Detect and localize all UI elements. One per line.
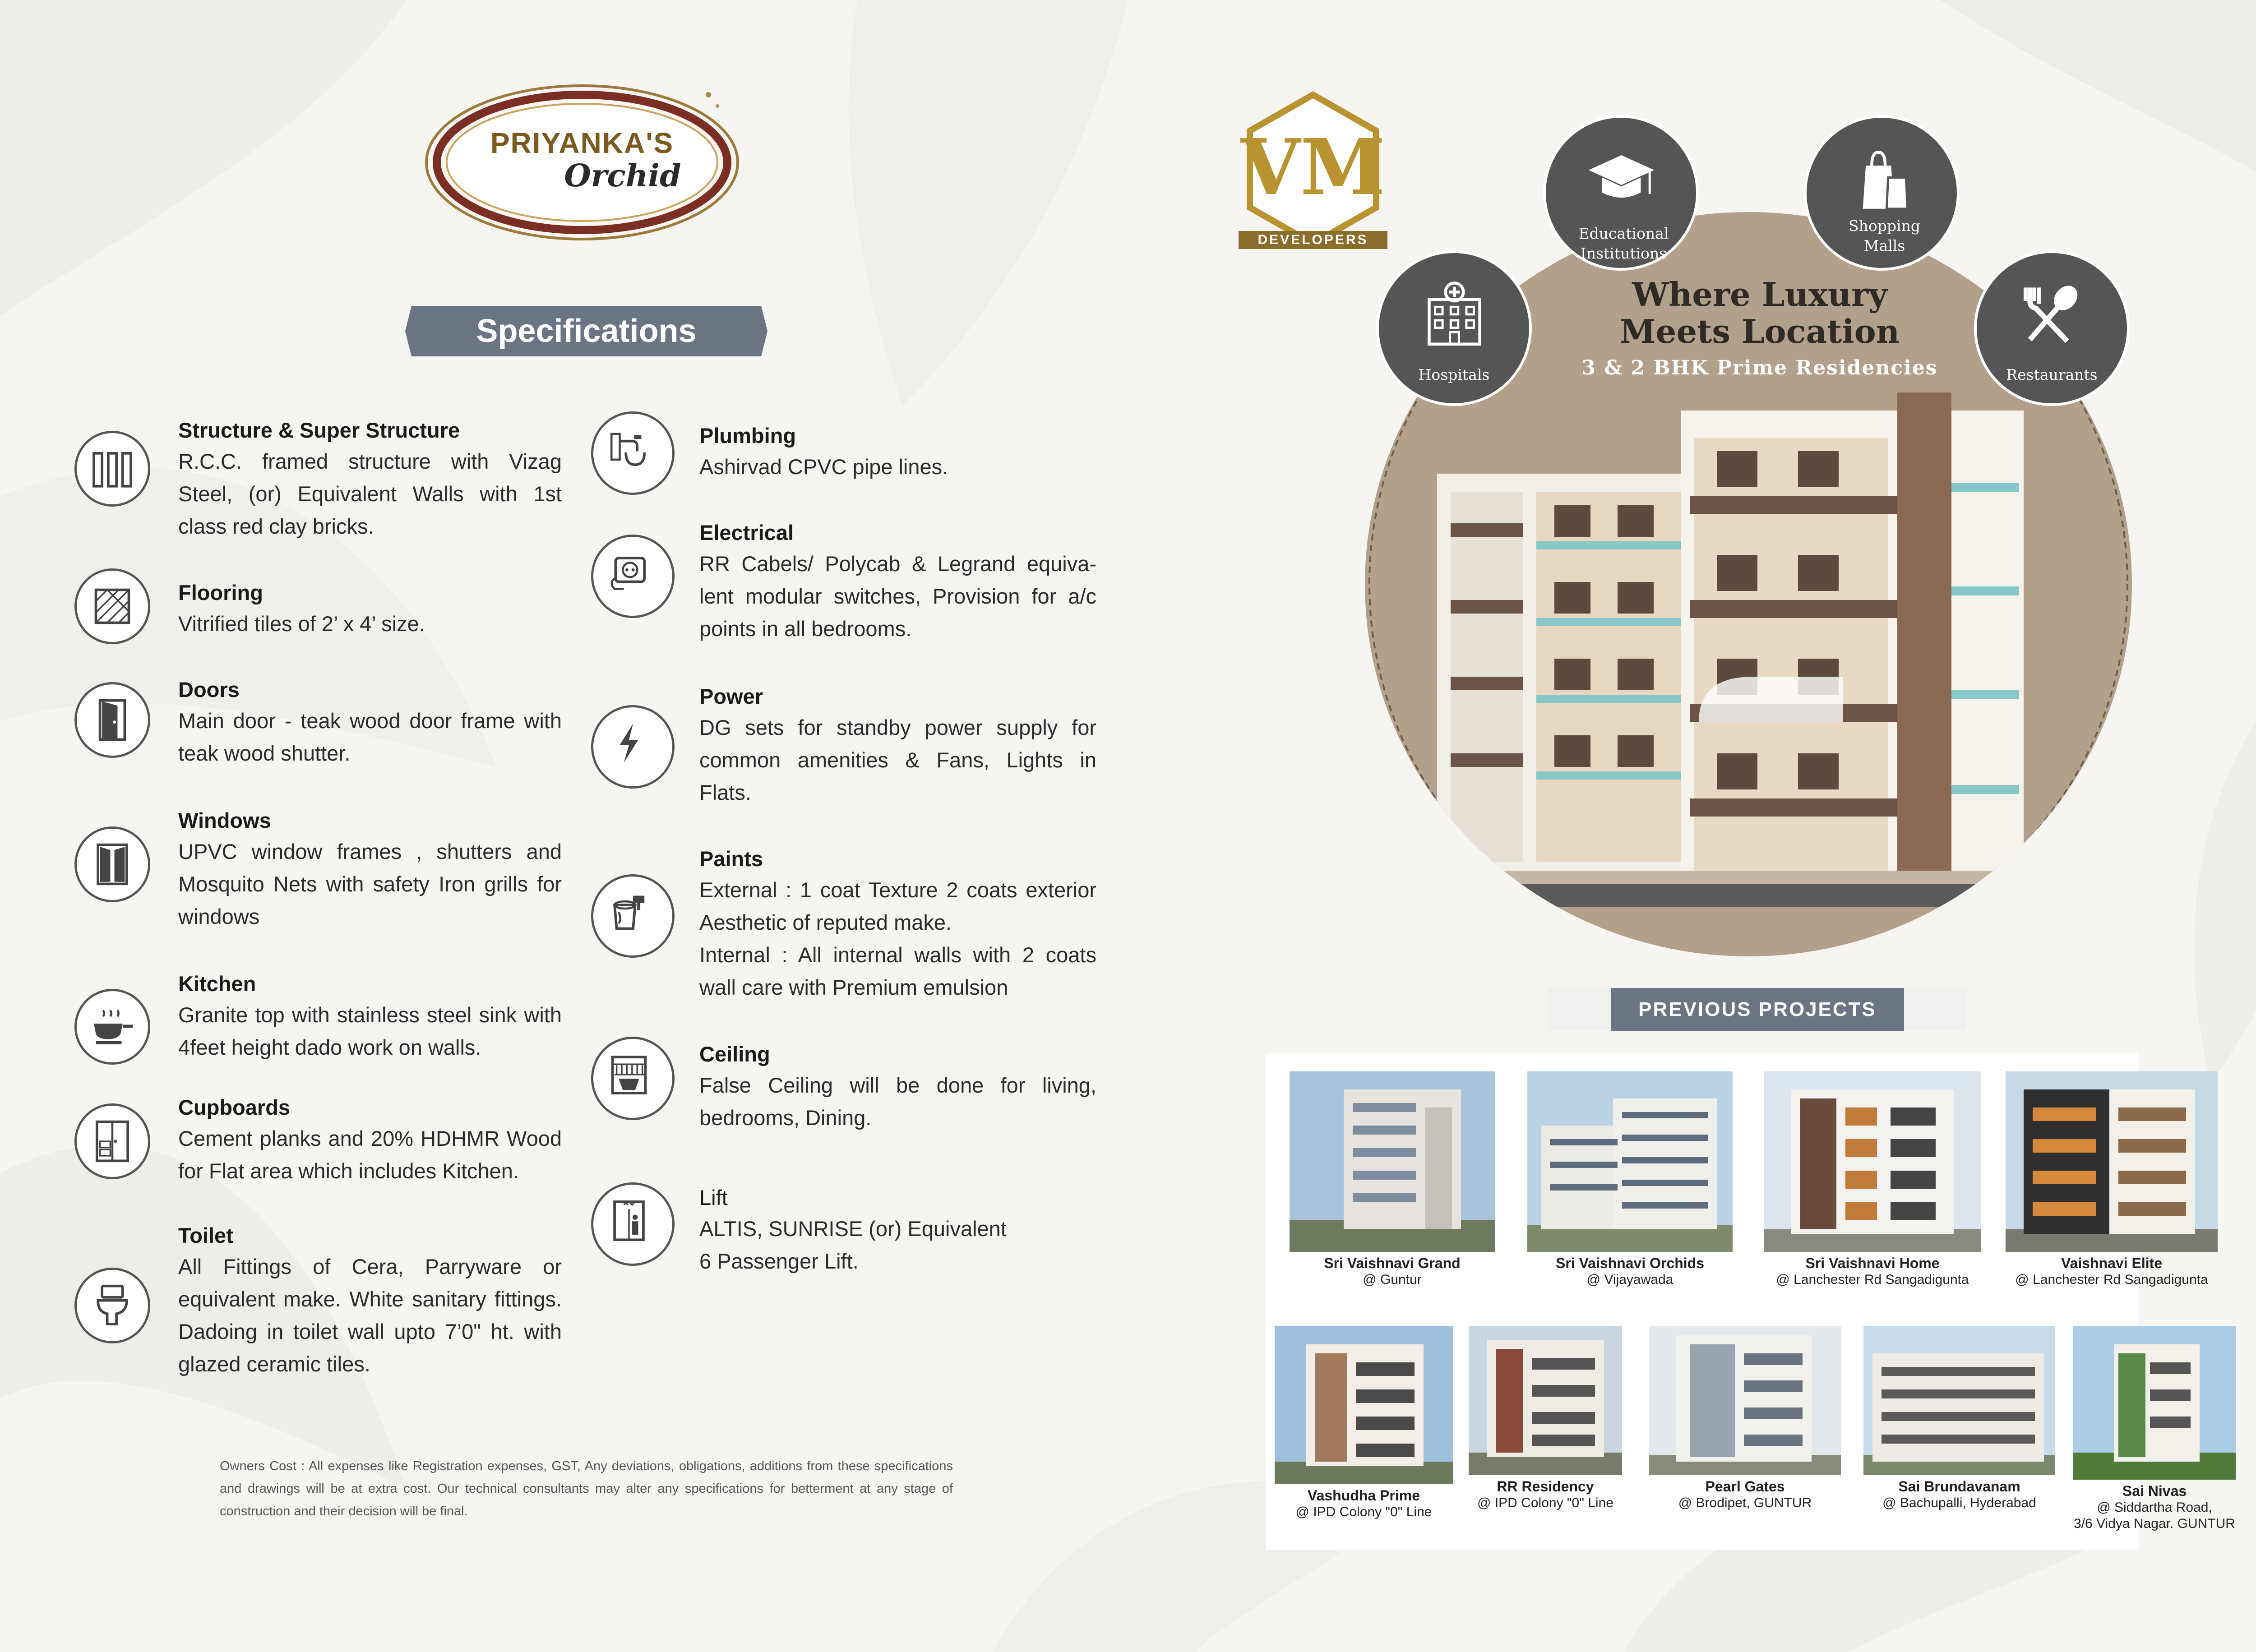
spec-text: False Ceiling will be done for living, bedrooms, Dining. xyxy=(699,1073,1096,1130)
project-image xyxy=(1863,1326,2055,1475)
spec-windows xyxy=(178,808,562,933)
spec-text: Vitrified tiles of 2’ x 4’ size. xyxy=(178,612,425,636)
project-name: Vaishnavi Elite xyxy=(2061,1255,2163,1271)
project-location: @ Vijayawada xyxy=(1586,1272,1674,1287)
spec-title: Structure & Super Structure xyxy=(178,418,460,442)
amenity-label: Shopping Malls xyxy=(1849,217,1920,254)
spec-title: Plumbing xyxy=(699,424,796,448)
columns-icon xyxy=(74,431,150,507)
project-card xyxy=(1469,1326,1622,1511)
spec-text: R.C.C. framed structure with Vizag Steel, (or) Equivalent Walls with 1st class red clay bricks. xyxy=(178,449,562,538)
fork-spoon-icon xyxy=(2015,276,2090,350)
amenity-educational xyxy=(1543,115,1699,271)
floor-tiles-icon xyxy=(74,568,150,644)
spec-flooring xyxy=(178,580,562,640)
disclaimer-text: Owners Cost : All expenses like Registration expenses, GST, Any deviations, obligations, additions from these specifications and drawings will be at extra cost. Our technical consultants may alter any specifications for betterment at any stage of construction and their decision will be final. xyxy=(220,1459,953,1518)
project-image xyxy=(1527,1071,1733,1252)
project-name: Sai Nivas xyxy=(2122,1483,2187,1499)
project-location: @ Lanchester Rd Sangadigunta xyxy=(1776,1272,1969,1287)
spec-title: Flooring xyxy=(178,581,263,605)
brand-name: PRIYANKA'S xyxy=(490,127,674,159)
spec-paints xyxy=(699,846,1096,1004)
cupboard-icon xyxy=(74,1103,150,1179)
spec-title: Kitchen xyxy=(178,972,256,996)
project-image xyxy=(2073,1326,2236,1480)
project-name: Sai Brundavanam xyxy=(1898,1478,2020,1495)
amenity-shopping xyxy=(1804,115,1960,271)
spec-text: Granite top with stainless steel sink with 4feet height dado work on walls. xyxy=(178,1003,562,1059)
spec-title: Electrical xyxy=(699,521,794,545)
spec-text: Main door - teak wood door frame with teak wood shutter. xyxy=(178,709,562,765)
graduation-cap-icon xyxy=(1584,140,1659,215)
project-card xyxy=(1275,1326,1453,1520)
project-card xyxy=(1649,1326,1841,1511)
developer-logo xyxy=(1239,90,1387,253)
project-image xyxy=(1764,1071,1981,1252)
lightning-icon xyxy=(591,705,675,789)
project-name: Sri Vaishnavi Grand xyxy=(1324,1255,1461,1271)
spec-text: All Fittings of Cera, Parryware or equivalent make. White sanitary fittings. Dadoing in toilet wall upto 7’0" ht. with glazed ceramic tiles. xyxy=(178,1255,562,1376)
spec-title: Paints xyxy=(699,847,763,871)
project-card xyxy=(2073,1326,2236,1532)
project-name: Sri Vaishnavi Orchids xyxy=(1555,1255,1705,1271)
ceiling-icon xyxy=(591,1037,675,1120)
project-card xyxy=(1290,1071,1495,1288)
pipe-faucet-icon xyxy=(591,411,675,495)
project-location-line2: 3/6 Vidya Nagar. GUNTUR xyxy=(2074,1516,2235,1531)
power-socket-icon xyxy=(591,535,675,618)
amenity-hospitals xyxy=(1376,250,1532,406)
spec-title: Windows xyxy=(178,808,271,832)
spec-text: ALTIS, SUNRISE (or) Equivalent 6 Passenger Lift. xyxy=(699,1217,1007,1273)
project-location: @ Guntur xyxy=(1363,1272,1422,1287)
spec-lift xyxy=(699,1185,1096,1278)
project-image xyxy=(1649,1326,1841,1475)
tagline-line2: Meets Location xyxy=(1619,312,1900,351)
project-name: Pearl Gates xyxy=(1705,1478,1785,1495)
spec-text: Ashirvad CPVC pipe lines. xyxy=(699,455,948,479)
spec-title: Toilet xyxy=(178,1223,233,1247)
toilet-icon xyxy=(74,1268,150,1343)
amenity-label: Educational Institutions xyxy=(1578,225,1669,262)
project-location: @ Bachupalli, Hyderabad xyxy=(1882,1495,2036,1510)
project-image xyxy=(2006,1071,2218,1252)
project-name: Sri Vaishnavi Home xyxy=(1805,1255,1940,1271)
cooking-pan-icon xyxy=(74,989,150,1065)
paint-bucket-icon xyxy=(591,874,675,958)
hospital-building-icon xyxy=(1417,276,1492,350)
specifications-heading: Specifications xyxy=(411,306,761,356)
spec-title: Cupboards xyxy=(178,1095,291,1119)
window-icon xyxy=(74,826,150,902)
spec-cupboards xyxy=(178,1094,562,1187)
spec-ceiling xyxy=(699,1041,1096,1134)
spec-title: Power xyxy=(699,684,763,708)
elevator-icon xyxy=(591,1182,675,1266)
spec-text: DG sets for standby power supply for common amenities & Fans, Lights in Flats. xyxy=(699,715,1096,804)
project-image xyxy=(1275,1326,1453,1484)
spec-kitchen xyxy=(178,971,562,1064)
project-card xyxy=(2006,1071,2218,1288)
developer-label: DEVELOPERS xyxy=(1239,231,1387,249)
spec-toilet xyxy=(178,1223,562,1380)
spec-title: Doors xyxy=(178,678,240,701)
project-card xyxy=(1764,1071,1981,1288)
spec-text: Cement planks and 20% HDHMR Wood for Flat area which includes Kitchen. xyxy=(178,1126,562,1183)
previous-projects-banner xyxy=(1548,988,1967,1031)
project-image xyxy=(1469,1326,1622,1475)
tagline-heading xyxy=(1579,276,1940,350)
project-card xyxy=(1863,1326,2055,1511)
project-name: Vashudha Prime xyxy=(1308,1487,1420,1504)
project-location: @ IPD Colony "0" Line xyxy=(1477,1495,1613,1510)
project-location: @ Brodipet, GUNTUR xyxy=(1678,1495,1812,1510)
brand-subname: Orchid xyxy=(564,158,681,194)
amenity-label: Restaurants xyxy=(2006,366,2098,383)
spec-doors xyxy=(178,677,562,770)
spec-text: UPVC window frames , shutters and Mosquito Nets with safety Iron grills for windows xyxy=(178,840,562,928)
shopping-bags-icon xyxy=(1845,140,1919,215)
amenity-label: Hospitals xyxy=(1418,366,1490,383)
spec-text-internal: Internal : All internal walls with 2 coats wall care with Premium emulsion xyxy=(699,943,1096,999)
project-image xyxy=(1290,1071,1495,1252)
project-location: @ Siddartha Road, xyxy=(2097,1500,2212,1515)
project-location: @ Lanchester Rd Sangadigunta xyxy=(2015,1272,2208,1287)
developer-mark: VM xyxy=(1240,122,1386,212)
tagline-line1: Where Luxury xyxy=(1632,275,1887,314)
previous-projects-title: PREVIOUS PROJECTS xyxy=(1611,988,1904,1031)
tagline-subheading: 3 & 2 BHK Prime Residencies xyxy=(1581,356,1938,379)
project-name: RR Residency xyxy=(1497,1478,1594,1495)
spec-text: External : 1 coat Texture 2 coats exterior Aesthetic of reputed make. xyxy=(699,878,1096,934)
project-card xyxy=(1527,1071,1733,1288)
spec-power xyxy=(699,683,1096,809)
spec-plumbing xyxy=(699,423,1096,483)
spec-electrical xyxy=(699,520,1096,645)
spec-text: RR Cabels/ Polycab & Legrand equiva-lent modular switches, Provision for a/c points in all bedrooms. xyxy=(699,552,1096,641)
door-icon xyxy=(74,682,150,758)
spec-title: Ceiling xyxy=(699,1042,770,1066)
spec-title: Lift xyxy=(699,1186,728,1209)
amenity-restaurants xyxy=(1974,250,2130,406)
spec-structure xyxy=(178,417,562,543)
project-location: @ IPD Colony "0" Line xyxy=(1295,1504,1432,1519)
